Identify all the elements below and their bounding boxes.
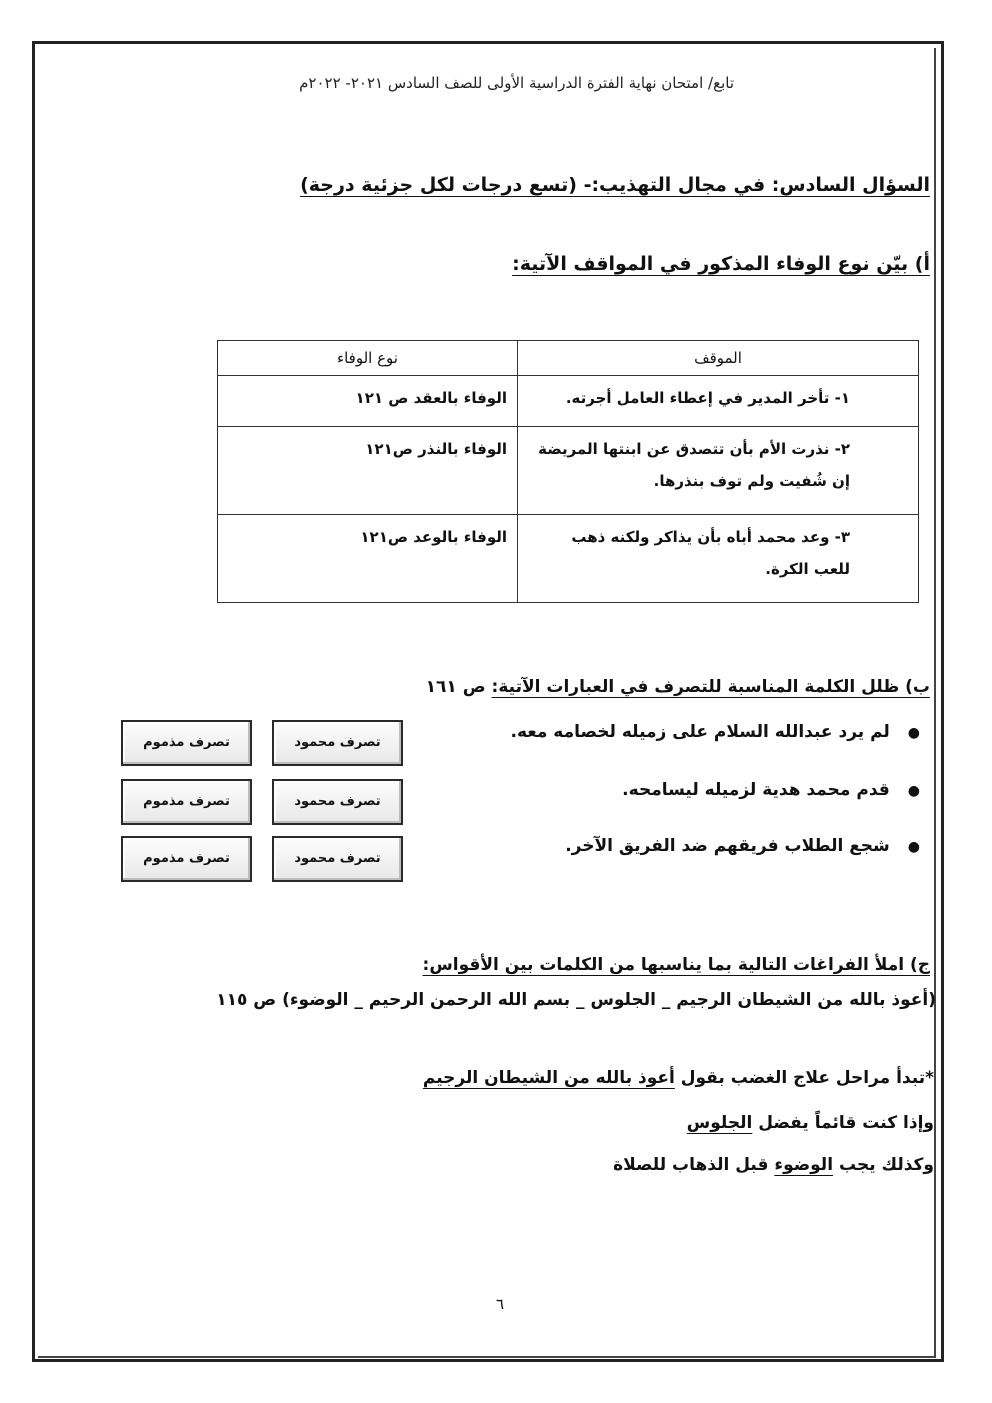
bullet-icon: ● [907,725,920,741]
filled-answer: الوضوء [774,1155,834,1175]
header-loyalty-type: نوع الوفاء [218,341,518,376]
exam-header: تابع/ امتحان نهاية الفترة الدراسية الأولى للصف السادس ٢٠٢١- ٢٠٢٢م [299,74,734,92]
answer-line-3 [613,1155,934,1175]
answer-prefix: وإذا كنت قائماً يفضل [752,1113,934,1133]
answer-cell: الوفاء بالوعد ص١٢١ [218,515,518,603]
word-bank: (أعوذ بالله من الشيطان الرجيم _ الجلوس _ بسم الله الرحمن الرحيم _ الوضوء) ص ١١٥ [216,990,936,1010]
statement-text: قدم محمد هدية لزميله ليسامحه. [622,780,890,800]
bullet-icon: ● [907,839,920,855]
part-b-instruction: ب) ظلل الكلمة المناسبة للتصرف في العبارات الآتية: [491,677,930,697]
praised-choice-button[interactable]: تصرف محمود [272,836,403,882]
table-row [218,427,919,515]
blamed-choice-button[interactable]: تصرف مذموم [121,779,252,825]
answer-prefix: *تبدأ مراحل علاج الغضب بقول [674,1068,934,1088]
answer-prefix: وكذلك يجب [833,1155,934,1175]
table-header-row [218,341,919,376]
situation-cell: ٣- وعد محمد أباه بأن يذاكر ولكنه ذهب للعب الكرة. [518,515,919,603]
answer-cell: الوفاء بالنذر ص١٢١ [218,427,518,515]
answer-line-2 [687,1113,934,1133]
header-situation: الموقف [518,341,919,376]
statement-text: لم يرد عبدالله السلام على زميله لخصامه معه. [510,722,890,742]
part-b-title [426,677,930,697]
list-item [511,722,921,742]
question-title: السؤال السادس: في مجال التهذيب:- (تسع درجات لكل جزئية درجة) [300,174,930,196]
list-item [622,780,920,800]
bullet-icon: ● [907,783,920,799]
table-row [218,376,919,427]
filled-answer: الجلوس [686,1113,753,1133]
situations-table [217,340,919,603]
statement-text: شجع الطلاب فريقهم ضد الفريق الآخر. [565,836,890,856]
table-row [218,515,919,603]
answer-cell: الوفاء بالعقد ص ١٢١ [218,376,518,427]
part-a-title: أ) بيّن نوع الوفاء المذكور في المواقف الآتية: [512,253,930,275]
page-number: ٦ [496,1295,505,1313]
blamed-choice-button[interactable]: تصرف مذموم [121,836,252,882]
answer-line-1 [423,1068,934,1088]
situation-cell: ٢- نذرت الأم بأن تتصدق عن ابنتها المريضة إن شُفيت ولم توف بنذرها. [518,427,919,515]
praised-choice-button[interactable]: تصرف محمود [272,779,403,825]
part-b-page-ref: ص ١٦١ [425,677,486,697]
situation-cell: ١- تأخر المدير في إعطاء العامل أجرته. [518,376,919,427]
list-item [565,836,920,856]
answer-suffix: قبل الذهاب للصلاة [613,1155,775,1175]
part-c-title: ج) املأ الفراغات التالية بما يناسبها من الكلمات بين الأقواس: [422,955,930,975]
filled-answer: أعوذ بالله من الشيطان الرجيم [422,1068,675,1088]
praised-choice-button[interactable]: تصرف محمود [272,720,403,766]
blamed-choice-button[interactable]: تصرف مذموم [121,720,252,766]
